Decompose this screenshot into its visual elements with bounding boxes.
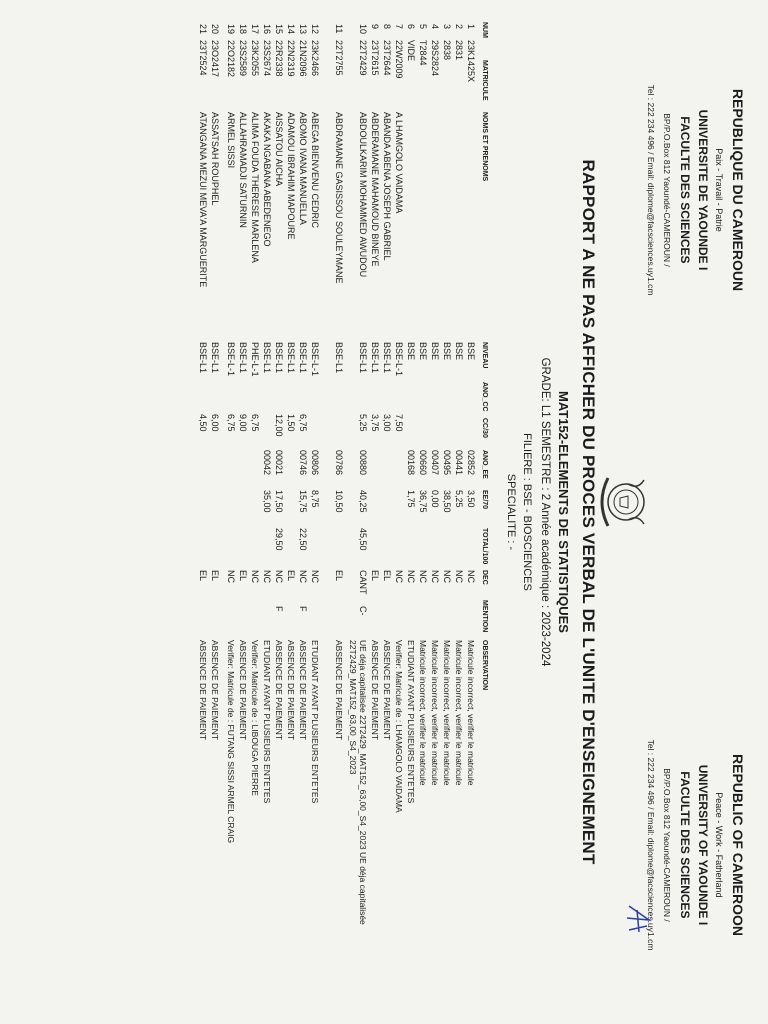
cell-niveau: BSE (442, 342, 452, 361)
cell-obs: ABSENCE DE PAIEMENT (286, 640, 296, 740)
cell-ee: 3,50 (466, 490, 476, 508)
cell-obs: ABSENCE DE PAIEMENT (210, 640, 220, 740)
cell-dec: NC (406, 570, 416, 583)
cell-niveau: PHE-L-1 (250, 342, 260, 377)
contact-fr: Tel : 222 234 496 / Email: diplome@facsciences.uy1.cm (646, 84, 656, 296)
cell-obs: ABSENCE DE PAIEMENT (274, 640, 284, 740)
cell-cc: 4,50 (198, 414, 208, 432)
cell-cc: 6,75 (226, 414, 236, 432)
cell-ano-ee: 00441 (454, 450, 464, 476)
cell-dec: NC (298, 570, 308, 583)
cell-ee: 10,50 (334, 490, 344, 513)
cell-niveau: BSE-L-1 (394, 342, 404, 377)
cell-num: 8 (382, 24, 392, 30)
cell-matricule: 23S2589 (238, 40, 248, 77)
cell-dec: NC (454, 570, 464, 583)
cell-ee: 17,50 (274, 490, 284, 513)
cell-mention: F (298, 606, 308, 612)
cell-num: 9 (370, 24, 380, 30)
cell-niveau: BSE (466, 342, 476, 361)
cell-matricule: 22T2429 (358, 40, 368, 76)
cell-dec: NC (394, 570, 404, 583)
col-dec: DEC (481, 570, 488, 585)
motto-fr: Paix - Travail - Patrie (714, 148, 724, 232)
cell-num: 15 (274, 24, 284, 35)
cell-matricule: T2844 (418, 40, 428, 66)
cell-num: 5 (418, 24, 428, 30)
cell-ee: 36,75 (418, 490, 428, 513)
cell-niveau: BSE-L1 (358, 342, 368, 374)
cell-obs: ABSENCE DE PAIEMENT (334, 640, 344, 740)
cell-obs: ETUDIANT AYANT PLUSIEURS ENTETES (310, 640, 320, 804)
cell-num: 20 (210, 24, 220, 35)
address-fr: BP/P.O.Box 812 Yaoundé-CAMEROUN / (662, 113, 672, 267)
cell-ee: 0,00 (430, 490, 440, 508)
cell-nom: ASSATSAH ROUPHEL (210, 112, 220, 206)
cell-matricule: 23O2417 (210, 40, 220, 78)
cell-matricule: VIDE (406, 40, 416, 62)
cell-ee: 8,75 (310, 490, 320, 508)
cell-cc: 12,00 (274, 414, 284, 437)
cell-nom: ABDRAMANE GASISSOU SOULEYMANE (334, 112, 344, 284)
cell-niveau: BSE-L-1 (310, 342, 320, 377)
col-ano-ee: ANO_EE (481, 450, 488, 479)
cell-dec: EL (198, 570, 208, 582)
cell-dec: NC (442, 570, 452, 583)
cell-num: 13 (298, 24, 308, 35)
cell-nom: ABOMO IVANA MANUELLA (298, 112, 308, 225)
col-mention: MENTION (481, 600, 488, 633)
cell-nom: ALLAHRAMADJI SATURNIN (238, 112, 248, 228)
cell-niveau: BSE-L1 (298, 342, 308, 374)
cell-dec: NC (250, 570, 260, 583)
cell-cc: 9,00 (238, 414, 248, 432)
cell-niveau: BSE-L1 (238, 342, 248, 374)
cell-total: 45,50 (358, 528, 368, 551)
cell-ano-ee: 00786 (334, 450, 344, 476)
cell-obs: ABSENCE DE PAIEMENT (370, 640, 380, 740)
address-en: BP/P.O.Box 812 Yaoundé-CAMEROUN / (662, 768, 672, 922)
cell-num: 2 (454, 24, 464, 30)
cell-obs: ABSENCE DE PAIEMENT (238, 640, 248, 740)
cell-obs: ETUDIANT AYANT PLUSIEURS ENTETES (262, 640, 272, 804)
col-ano-cc: ANO_CC (481, 382, 488, 412)
cell-ano-ee: 00880 (358, 450, 368, 476)
cell-ee: 15,75 (298, 490, 308, 513)
signature-icon (623, 900, 653, 940)
cell-matricule: 22N2319 (286, 40, 296, 77)
university-fr: UNIVERSITE DE YAOUNDE I (696, 109, 710, 271)
cell-nom: ARMEL SISSI (226, 112, 236, 169)
cell-nom: ADAMOU IBRAHIM MAPOURE (286, 112, 296, 240)
country-fr: REPUBLIQUE DU CAMEROUN (730, 88, 746, 292)
cell-ano-ee: 02852 (466, 450, 476, 476)
cell-nom: ALIMA FOUDA THERESE MARLENA (250, 112, 260, 263)
faculty-en: FACULTE DES SCIENCES (678, 771, 692, 919)
cell-nom: ABANDA ABENA JOSEPH GABRIEL (382, 112, 392, 261)
cell-ano-ee: 00042 (262, 450, 272, 476)
cell-ee: 35,00 (262, 490, 272, 513)
cell-ano-ee: 00495 (442, 450, 452, 476)
cell-num: 21 (198, 24, 208, 35)
cell-obs: Verifier: Matricule de : FUTANG SISSI ARMEL CRAIG (226, 640, 236, 844)
cell-total: 29,50 (274, 528, 284, 551)
cell-num: 3 (442, 24, 452, 30)
cell-matricule: 23K2466 (310, 40, 320, 77)
cell-matricule: 29S2824 (430, 40, 440, 77)
cell-obs: ABSENCE DE PAIEMENT (382, 640, 392, 740)
specialite-line: SPECIALITE : - (505, 473, 517, 551)
cell-niveau: BSE-L1 (370, 342, 380, 374)
cell-cc: 5,25 (358, 414, 368, 432)
cell-dec: NC (274, 570, 284, 583)
cell-dec: NC (262, 570, 272, 583)
cell-num: 18 (238, 24, 248, 35)
cell-cc: 6,00 (210, 414, 220, 432)
cell-dec: EL (382, 570, 392, 582)
cell-matricule: 2831 (454, 40, 464, 61)
col-total: TOTAL/100 (481, 528, 488, 565)
cell-obs: Matricule incorrect, verifier le matricule (418, 640, 428, 786)
cell-nom: AKAKA NGABANA ABEDENEGO (262, 112, 272, 247)
cell-num: 17 (250, 24, 260, 35)
cell-niveau: BSE-L1 (382, 342, 392, 374)
cell-dec: EL (334, 570, 344, 582)
cell-num: 14 (286, 24, 296, 35)
cell-nom: ABEGA BIENVENU CEDRIC (310, 112, 320, 229)
cell-ee: 1,75 (406, 490, 416, 508)
cell-obs: Verifier: Matricule de : LHAMGOLO VAIDAMA (394, 640, 404, 813)
cell-dec: EL (210, 570, 220, 582)
cell-cc: 7,50 (394, 414, 404, 432)
cell-niveau: BSE-L1 (198, 342, 208, 374)
cell-obs: Matricule incorrect, verifier le matricule (454, 640, 464, 786)
cell-obs: UE déja capitalisée 22T2429_MAT152_63,00_S4_2023 UE déja capitalisée 22T2429_MAT152_63,00_S4_2023 (348, 640, 368, 925)
cell-obs: ETUDIANT AYANT PLUSIEURS ENTETES (406, 640, 416, 804)
cell-ee: 40,25 (358, 490, 368, 513)
university-seal-icon (594, 470, 658, 534)
cell-num: 16 (262, 24, 272, 35)
cell-cc: 1,50 (286, 414, 296, 432)
cell-obs: Matricule incorrect, verifier le matricule (442, 640, 452, 786)
cell-niveau: BSE (418, 342, 428, 361)
faculty-fr: FACULTE DES SCIENCES (678, 116, 692, 264)
report-title: RAPPORT A NE PAS AFFICHER DU PROCES VERBAL DE L'UNITE D'ENSEIGNEMENT (579, 159, 598, 865)
cell-matricule: 23T2644 (382, 40, 392, 76)
cell-dec: EL (286, 570, 296, 582)
cell-matricule: 22R2338 (274, 40, 284, 77)
course-title: MAT152-ELEMENTS DE STATISTIQUES (556, 391, 571, 633)
cell-num: 12 (310, 24, 320, 35)
cell-mention: C- (358, 606, 368, 616)
cell-niveau: BSE-L1 (286, 342, 296, 374)
cell-ano-ee: 00746 (298, 450, 308, 476)
cell-ano-ee: 00021 (274, 450, 284, 476)
cell-total: 22,50 (298, 528, 308, 551)
cell-nom: ATANGANA MEZUI MEVA'A MARGUERITE (198, 112, 208, 288)
cell-matricule: 22T2755 (334, 40, 344, 76)
cell-matricule: 23T2615 (370, 40, 380, 76)
cell-ano-ee: 00168 (406, 450, 416, 476)
cell-niveau: BSE (406, 342, 416, 361)
cell-dec: NC (418, 570, 428, 583)
filiere-line: FILIERE : BSE - BIOSCIENCES (521, 433, 533, 591)
cell-obs: Verifier: Matricule de : LIBOUGA PIERRE (250, 640, 260, 796)
motto-en: Peace - Work - Fatherland (714, 792, 724, 898)
header-right (646, 690, 746, 1000)
cell-ee: 5,25 (454, 490, 464, 508)
cell-obs: Matricule incorrect, verifier le matricule (466, 640, 476, 786)
cell-dec: EL (238, 570, 248, 582)
cell-cc: 6,75 (250, 414, 260, 432)
cell-num: 19 (226, 24, 236, 35)
cell-nom: AISSATOU AICHA (274, 112, 284, 187)
cell-num: 11 (334, 24, 344, 34)
cell-matricule: 21N2096 (298, 40, 308, 77)
cell-ee: 38,50 (442, 490, 452, 513)
cell-matricule: 23K2055 (250, 40, 260, 77)
cell-niveau: BSE-L1 (262, 342, 272, 374)
cell-cc: 6,75 (298, 414, 308, 432)
col-observation: OBSERVATION (481, 640, 488, 691)
cell-num: 7 (394, 24, 404, 30)
cell-matricule: 23T2524 (198, 40, 208, 76)
cell-matricule: 23S2674 (262, 40, 272, 77)
cell-dec: NC (310, 570, 320, 583)
col-matricule: MATRICULE (481, 60, 488, 101)
contact-en: Tel : 222 234 496 / Email: diplome@facsciences.uy1.cm (646, 739, 656, 951)
cell-nom: A LHAMGOLO VAIDAMA (394, 112, 404, 214)
cell-num: 1 (466, 24, 476, 30)
country-en: REPUBLIC OF CAMEROON (730, 754, 746, 936)
cell-matricule: 2838 (442, 40, 452, 61)
cell-niveau: BSE-L1 (210, 342, 220, 374)
cell-cc: 3,00 (382, 414, 392, 432)
cell-dec: NC (466, 570, 476, 583)
cell-niveau: BSE-L-1 (226, 342, 236, 377)
cell-niveau: BSE-L1 (334, 342, 344, 374)
header-left (646, 40, 746, 340)
col-num: NUM (481, 22, 488, 38)
col-noms: NOMS ET PRENOMS (481, 112, 488, 182)
cell-dec: EL (370, 570, 380, 582)
cell-obs: Matricule incorrect, verifier le matricule (430, 640, 440, 786)
cell-nom: ABDERAMANE MAHAMOUD BINEYE (370, 112, 380, 267)
cell-nom: ABDOULKARIM MOHAMMED AWUDOU (358, 112, 368, 278)
col-niveau: NIVEAU (481, 342, 488, 369)
grade-line: GRADE: L1 SEMESTRE : 2 Année académique : 2023-2024 (539, 357, 551, 667)
cell-num: 4 (430, 24, 440, 30)
cell-num: 10 (358, 24, 368, 35)
col-cc30: CC/30 (481, 418, 488, 438)
cell-cc: 3,75 (370, 414, 380, 432)
cell-niveau: BSE (454, 342, 464, 361)
cell-dec: NC (226, 570, 236, 583)
cell-obs: ABSENCE DE PAIEMENT (298, 640, 308, 740)
university-en: UNIVERSITY OF YAOUNDE I (696, 764, 710, 926)
cell-num: 6 (406, 24, 416, 30)
cell-dec: CANT (358, 570, 368, 595)
cell-ano-ee: 00806 (310, 450, 320, 476)
cell-matricule: 22O2182 (226, 40, 236, 78)
cell-matricule: 22W2009 (394, 40, 404, 79)
col-ee70: EE/70 (481, 490, 488, 510)
cell-ano-ee: 00407 (430, 450, 440, 476)
cell-dec: NC (430, 570, 440, 583)
cell-mention: F (274, 606, 284, 612)
cell-obs: ABSENCE DE PAIEMENT (198, 640, 208, 740)
cell-niveau: BSE (430, 342, 440, 361)
cell-matricule: 23K1425X (466, 40, 476, 83)
cell-niveau: BSE-L1 (274, 342, 284, 374)
cell-ano-ee: 00660 (418, 450, 428, 476)
